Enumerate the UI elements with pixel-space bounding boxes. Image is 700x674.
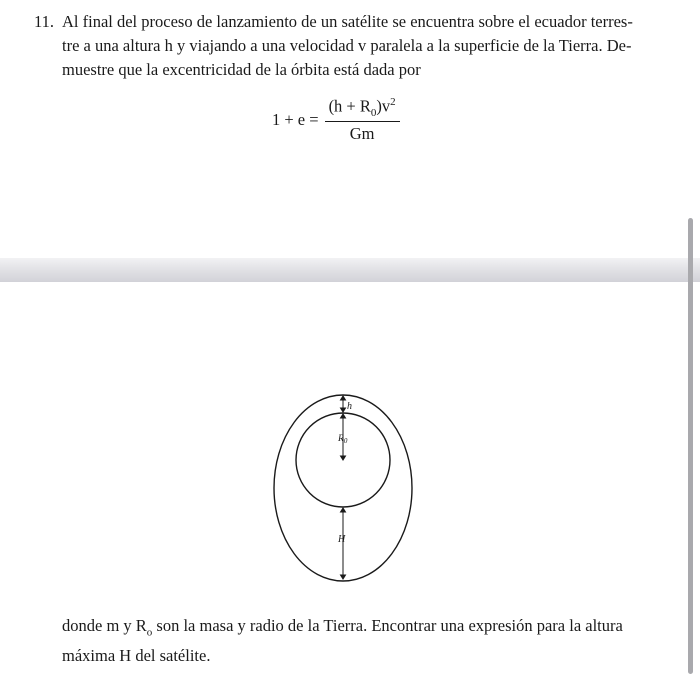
conclusion-line-2: máxima H del satélite. (62, 646, 211, 666)
formula-denominator: Gm (349, 123, 375, 143)
problem-line: Al final del proceso de lanzamiento de un satélite se encuentra sobre el ecuador terres- (62, 12, 633, 31)
formula-numerator: $(h + R_0)v^2$ (328, 96, 396, 119)
problem-line: tre a una altura h y viajando a una velocidad v paralela a la superficie de la Tierra. De- (62, 36, 632, 55)
label-h: h (347, 401, 352, 412)
problem-number: 11. (34, 12, 55, 31)
h-arrow (341, 396, 346, 412)
formula-lhs: 1 + e = (272, 110, 319, 129)
conclusion-text (62, 614, 692, 667)
label-r0: $R_0$ (338, 434, 348, 445)
label-H: H (338, 534, 346, 545)
conclusion-line-1: donde m y $R_o$ son la masa y radio de la Tierra. Encontrar una expresión para la altura (62, 616, 623, 639)
problem-line: muestre que la excentricidad de la órbita está dada por (62, 60, 421, 79)
